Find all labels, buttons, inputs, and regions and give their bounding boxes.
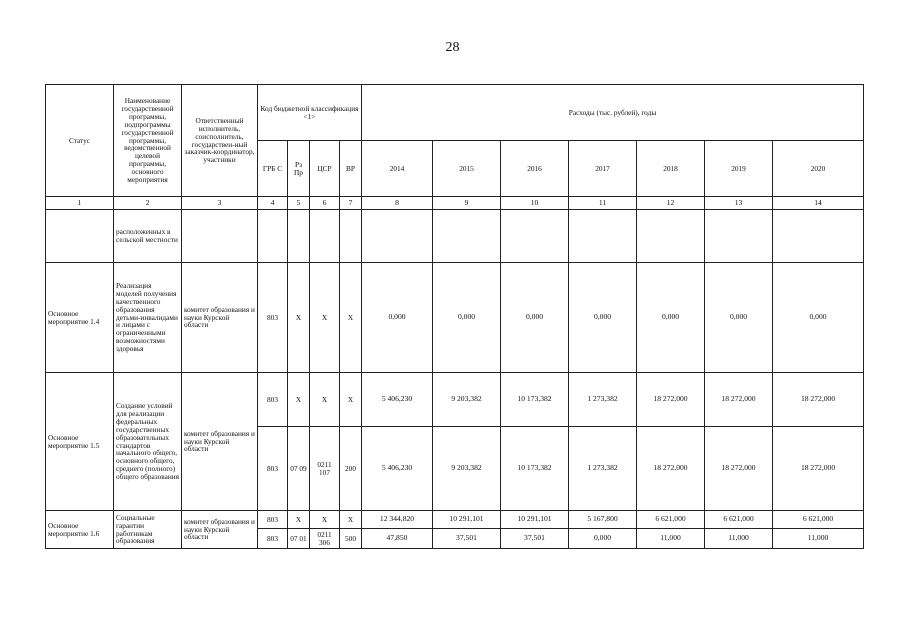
value-cell: 9 203,382 [433, 373, 501, 427]
header-name: Наименование государственной программы, подпрограммы государственной программы, ведомственной целевой программы, основного мероприятия [114, 85, 182, 197]
rzpr-cell: 07 09 [288, 427, 310, 511]
table-cell [705, 210, 773, 263]
value-cell: 37,501 [501, 529, 569, 549]
page-number: 28 [445, 40, 460, 55]
grbs-cell: 803 [258, 263, 288, 373]
value-cell: 11,000 [705, 529, 773, 549]
header-row-1 [46, 85, 864, 141]
value-cell: 5 406,230 [362, 427, 433, 511]
csr-cell: X [310, 511, 340, 529]
column-index: 2 [114, 197, 182, 210]
column-index: 13 [705, 197, 773, 210]
value-cell: 5 406,230 [362, 373, 433, 427]
column-index: 3 [182, 197, 258, 210]
value-cell: 18 272,000 [637, 373, 705, 427]
value-cell: 0,000 [501, 263, 569, 373]
value-cell: 18 272,000 [773, 373, 864, 427]
status-cell: Основное мероприятие 1.6 [46, 511, 114, 549]
header-vr: ВР [340, 141, 362, 197]
grbs-cell: 803 [258, 373, 288, 427]
column-index: 6 [310, 197, 340, 210]
table-cell [362, 210, 433, 263]
table-cell [433, 210, 501, 263]
header-expenses: Расходы (тыс. рублей), годы [362, 85, 864, 141]
continuation-name: расположенных в сельской местности [114, 210, 182, 263]
value-cell: 18 272,000 [773, 427, 864, 511]
value-cell: 6 621,000 [773, 511, 864, 529]
value-cell: 0,000 [569, 263, 637, 373]
value-cell: 18 272,000 [637, 427, 705, 511]
budget-table [45, 84, 864, 549]
continuation-row [46, 210, 864, 263]
value-cell: 0,000 [705, 263, 773, 373]
table-cell [310, 210, 340, 263]
header-year: 2014 [362, 141, 433, 197]
rzpr-cell: X [288, 511, 310, 529]
value-cell: 0,000 [569, 529, 637, 549]
value-cell: 37,501 [433, 529, 501, 549]
value-cell: 47,850 [362, 529, 433, 549]
column-index: 4 [258, 197, 288, 210]
name-cell: Создание условий для реализации федеральных государственных образовательных стандартов начального общего, основного общего, среднего (полного) общего образования [114, 373, 182, 511]
value-cell: 5 167,800 [569, 511, 637, 529]
value-cell: 1 273,382 [569, 373, 637, 427]
table-row-measure-1-5-a [46, 373, 864, 427]
status-cell: Основное мероприятие 1.4 [46, 263, 114, 373]
rzpr-cell: X [288, 263, 310, 373]
table-cell [340, 210, 362, 263]
executor-cell: комитет образования и науки Курской области [182, 511, 258, 549]
header-year: 2018 [637, 141, 705, 197]
table-cell [46, 210, 114, 263]
vr-cell: X [340, 511, 362, 529]
value-cell: 12 344,820 [362, 511, 433, 529]
value-cell: 11,000 [773, 529, 864, 549]
header-year: 2020 [773, 141, 864, 197]
header-year: 2015 [433, 141, 501, 197]
value-cell: 6 621,000 [705, 511, 773, 529]
table-cell [288, 210, 310, 263]
table-cell [501, 210, 569, 263]
status-cell: Основное мероприятие 1.5 [46, 373, 114, 511]
header-budget-code: Код бюджетной классификация <1> [258, 85, 362, 141]
name-cell: Реализация моделей получения качественного образования детьми-инвалидами и лицами с ограниченными возможностями здоровья [114, 263, 182, 373]
header-year: 2016 [501, 141, 569, 197]
grbs-cell: 803 [258, 529, 288, 549]
column-index: 14 [773, 197, 864, 210]
value-cell: 0,000 [773, 263, 864, 373]
value-cell: 0,000 [433, 263, 501, 373]
vr-cell: X [340, 373, 362, 427]
table-cell [569, 210, 637, 263]
header-executor: Ответственный исполнитель, соисполнитель, государствен-ный заказчик-координатор, участники [182, 85, 258, 197]
column-index: 7 [340, 197, 362, 210]
column-index: 9 [433, 197, 501, 210]
table-cell [258, 210, 288, 263]
header-year: 2019 [705, 141, 773, 197]
name-cell: Социальные гарантии работникам образования [114, 511, 182, 549]
value-cell: 1 273,382 [569, 427, 637, 511]
value-cell: 10 173,382 [501, 427, 569, 511]
value-cell: 0,000 [362, 263, 433, 373]
column-index: 11 [569, 197, 637, 210]
header-status: Статус [46, 85, 114, 197]
header-rzpr: Рз Пр [288, 141, 310, 197]
grbs-cell: 803 [258, 427, 288, 511]
table-cell [182, 210, 258, 263]
rzpr-cell: 07 01 [288, 529, 310, 549]
value-cell: 18 272,000 [705, 373, 773, 427]
csr-cell: X [310, 263, 340, 373]
column-index: 10 [501, 197, 569, 210]
column-index-row [46, 197, 864, 210]
table-row-measure-1-6-a [46, 511, 864, 529]
header-year: 2017 [569, 141, 637, 197]
table-cell [773, 210, 864, 263]
value-cell: 0,000 [637, 263, 705, 373]
column-index: 12 [637, 197, 705, 210]
vr-cell: 200 [340, 427, 362, 511]
value-cell: 11,000 [637, 529, 705, 549]
executor-cell: комитет образования и науки Курской области [182, 373, 258, 511]
value-cell: 10 291,101 [501, 511, 569, 529]
vr-cell: 500 [340, 529, 362, 549]
csr-cell: 0211 306 [310, 529, 340, 549]
value-cell: 10 173,382 [501, 373, 569, 427]
grbs-cell: 803 [258, 511, 288, 529]
table-cell [637, 210, 705, 263]
executor-cell: комитет образования и науки Курской области [182, 263, 258, 373]
value-cell: 6 621,000 [637, 511, 705, 529]
header-grbs: ГРБ С [258, 141, 288, 197]
csr-cell: X [310, 373, 340, 427]
vr-cell: X [340, 263, 362, 373]
header-csr: ЦСР [310, 141, 340, 197]
column-index: 5 [288, 197, 310, 210]
value-cell: 10 291,101 [433, 511, 501, 529]
value-cell: 18 272,000 [705, 427, 773, 511]
column-index: 1 [46, 197, 114, 210]
column-index: 8 [362, 197, 433, 210]
table-row-measure-1-4 [46, 263, 864, 373]
rzpr-cell: X [288, 373, 310, 427]
csr-cell: 0211 107 [310, 427, 340, 511]
value-cell: 9 203,382 [433, 427, 501, 511]
